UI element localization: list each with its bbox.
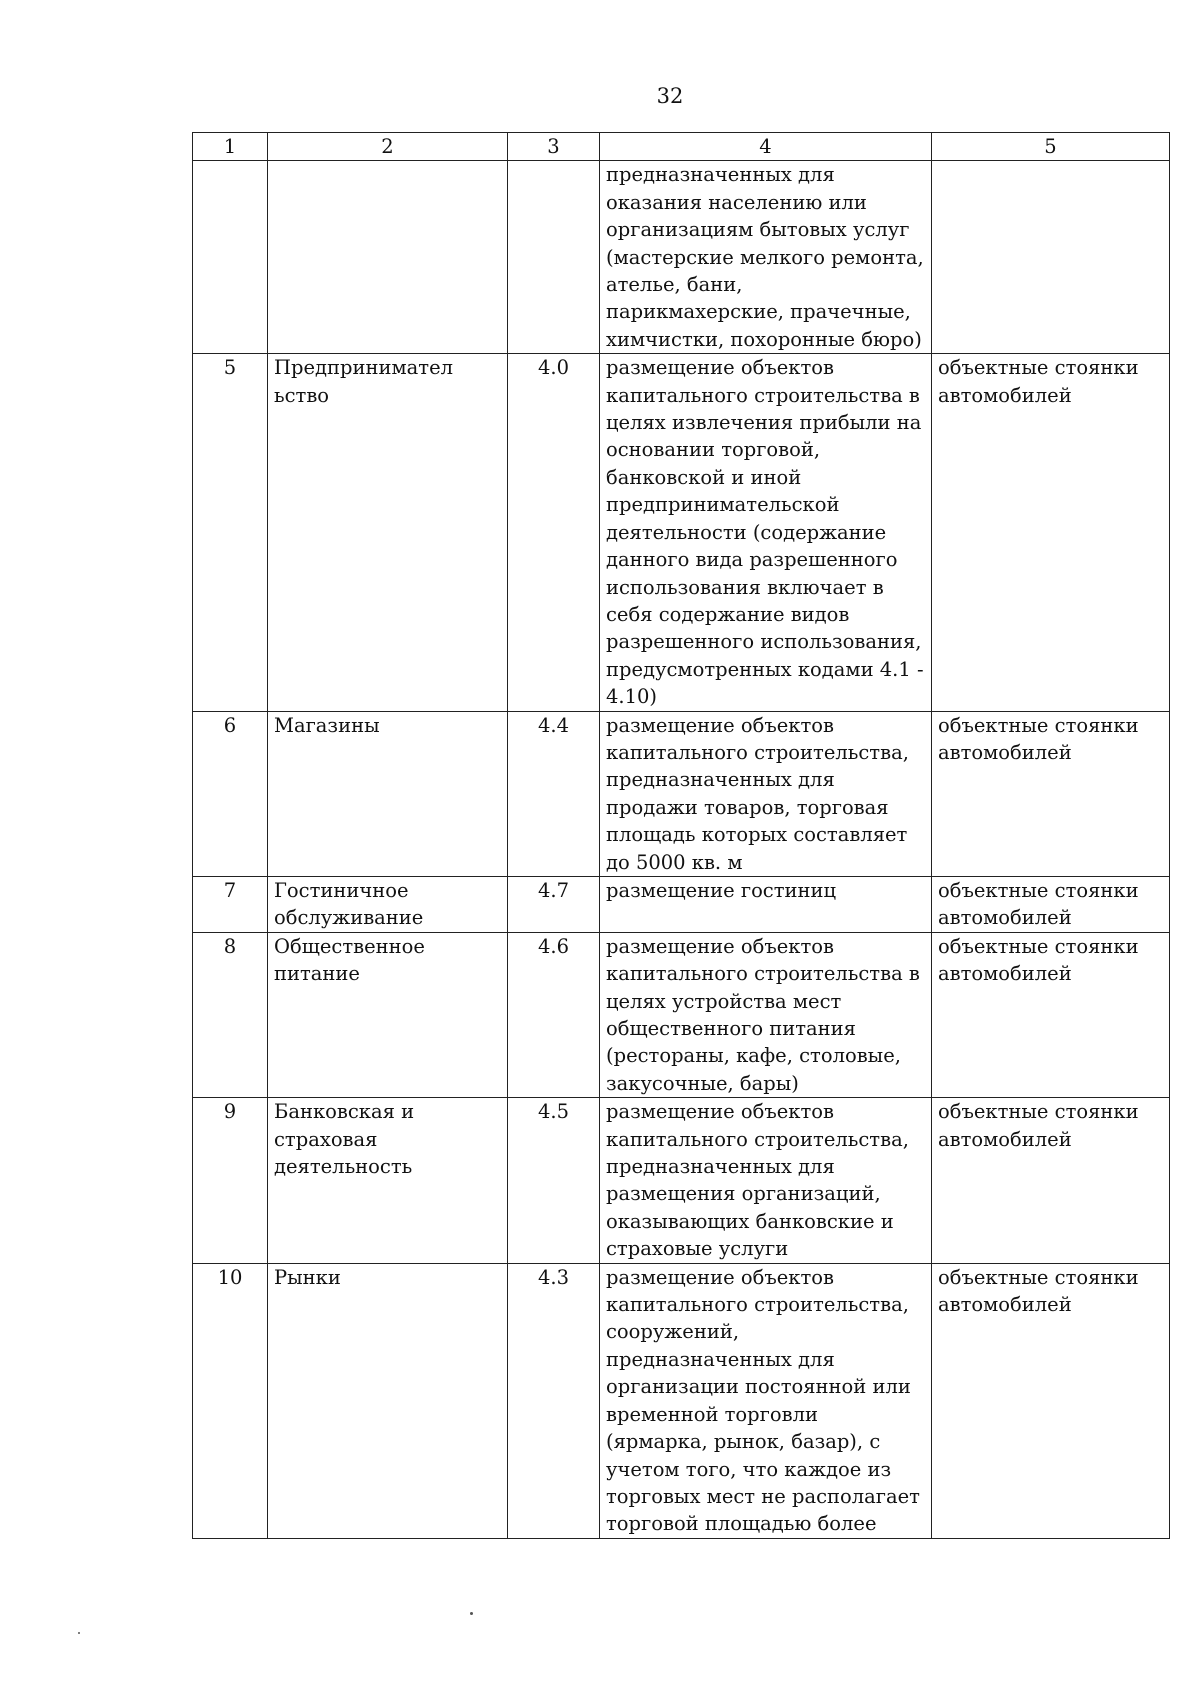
table-row <box>193 876 1170 932</box>
use-type-description: размещение объектов капитального строительства, предназначенных для продажи товаров, торговая площадь которых составляет до 5000 кв. м <box>600 711 932 876</box>
use-type-name: Рынки <box>268 1263 508 1538</box>
use-type-description: предназначенных для оказания населению или организациям бытовых услуг (мастерские мелкого ремонта, ателье, бани, парикмахерские, прачечные, химчистки, похоронные бюро) <box>600 161 932 354</box>
use-type-code <box>508 161 600 354</box>
header-cell: 5 <box>932 133 1170 161</box>
use-type-note: объектные стоянки автомобилей <box>932 711 1170 876</box>
row-number: 5 <box>193 354 268 711</box>
header-cell: 2 <box>268 133 508 161</box>
scan-speck <box>470 1612 473 1615</box>
row-number: 6 <box>193 711 268 876</box>
land-use-table <box>192 132 1170 1539</box>
use-type-note: объектные стоянки автомобилей <box>932 932 1170 1097</box>
use-type-description: размещение объектов капитального строительства, предназначенных для размещения организаций, оказывающих банковские и страховые услуги <box>600 1098 932 1263</box>
row-number: 7 <box>193 876 268 932</box>
table-row <box>193 711 1170 876</box>
use-type-name-text: Предпринимательство <box>274 356 454 407</box>
use-type-code: 4.3 <box>508 1263 600 1538</box>
row-number: 10 <box>193 1263 268 1538</box>
header-row <box>193 133 1170 161</box>
use-type-note <box>932 161 1170 354</box>
page-number: 32 <box>656 84 684 108</box>
header-cell: 4 <box>600 133 932 161</box>
use-type-name: Гостиничное обслуживание <box>268 876 508 932</box>
use-type-name: Общественное питание <box>268 932 508 1097</box>
use-type-note: объектные стоянки автомобилей <box>932 1263 1170 1538</box>
header-cell: 3 <box>508 133 600 161</box>
use-type-code: 4.6 <box>508 932 600 1097</box>
use-type-code: 4.4 <box>508 711 600 876</box>
row-number: 9 <box>193 1098 268 1263</box>
use-type-note: объектные стоянки автомобилей <box>932 354 1170 711</box>
use-type-name <box>268 161 508 354</box>
use-type-description: размещение гостиниц <box>600 876 932 932</box>
use-type-name <box>268 354 508 711</box>
use-type-code: 4.0 <box>508 354 600 711</box>
table-row <box>193 354 1170 711</box>
use-type-note: объектные стоянки автомобилей <box>932 876 1170 932</box>
use-type-description: размещение объектов капитального строительства в целях извлечения прибыли на основании торговой, банковской и иной предпринимательской деятельности (содержание данного вида разрешенного использования включает в себя содержание видов разрешенного использования, предусмотренных кодами 4.1 - 4.10) <box>600 354 932 711</box>
scan-speck <box>78 1632 80 1634</box>
use-type-description: размещение объектов капитального строительства в целях устройства мест общественного питания (рестораны, кафе, столовые, закусочные, бары) <box>600 932 932 1097</box>
table-row <box>193 1263 1170 1538</box>
use-type-name: Банковская и страховая деятельность <box>268 1098 508 1263</box>
use-type-description: размещение объектов капитального строительства, сооружений, предназначенных для организации постоянной или временной торговли (ярмарка, рынок, базар), с учетом того, что каждое из торговых мест не располагает торговой площадью более <box>600 1263 932 1538</box>
row-number: 8 <box>193 932 268 1097</box>
header-cell: 1 <box>193 133 268 161</box>
table-row <box>193 1098 1170 1263</box>
use-type-name: Магазины <box>268 711 508 876</box>
use-type-note: объектные стоянки автомобилей <box>932 1098 1170 1263</box>
row-number <box>193 161 268 354</box>
use-type-code: 4.7 <box>508 876 600 932</box>
table-row <box>193 161 1170 354</box>
table-row <box>193 932 1170 1097</box>
use-type-code: 4.5 <box>508 1098 600 1263</box>
